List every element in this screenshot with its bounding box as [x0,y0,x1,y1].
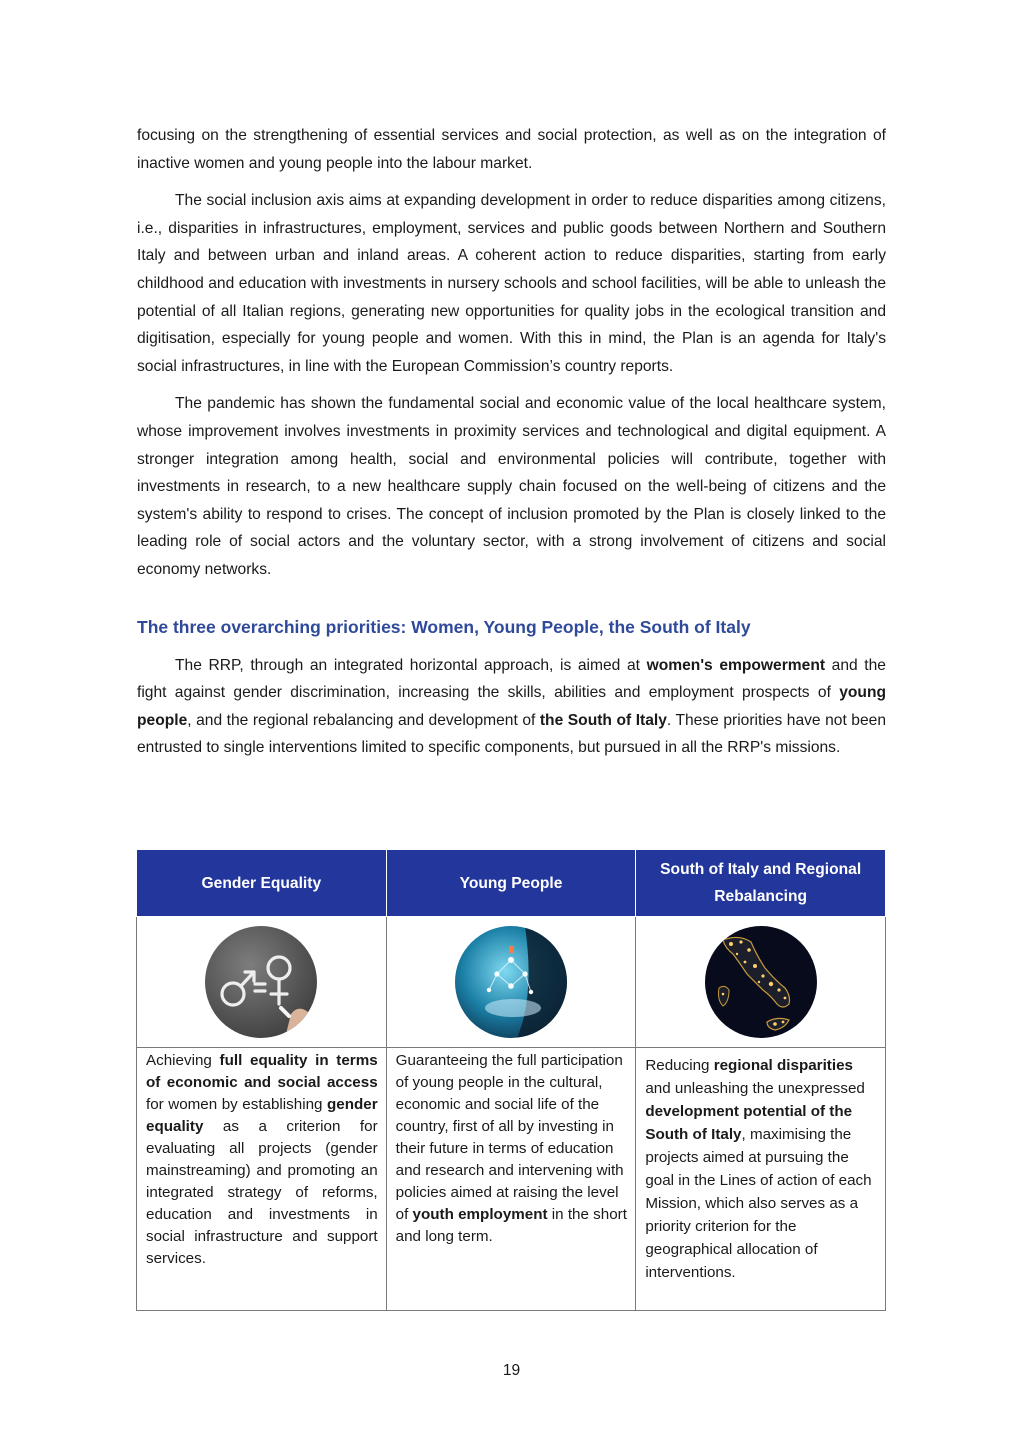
header-south-italy: South of Italy and Regional Rebalancing [636,850,886,917]
gender-symbols-image [205,926,317,1038]
page-number: 19 [502,1362,521,1379]
south-bold-1: regional disparities [713,1057,853,1074]
header-young-people: Young People [386,850,636,917]
south-bold-2: development potential of the South of Italy [645,1103,853,1143]
gender-text-3: as a criterion for evaluating all projects (gender mainstreaming) and promoting an integrated strategy of reforms, education and investments in social infrastructure and support services. [146,1118,378,1267]
table-text-row [137,1048,886,1311]
young-people-network-image [455,926,567,1038]
table-image-row [137,917,886,1048]
young-text-1: Guaranteeing the full participation of young people in the cultural, economic and social life of the country, first of all by investing in their future in terms of education and research and intervening with policies aimed at raising the level of [395,1052,624,1223]
gender-equality-description [137,1048,387,1311]
paragraph-1: focusing on the strengthening of essential services and social protection, as well as on the integration of inactive women and young people into the labour market. [137,127,886,172]
gender-bold-1: full equality in terms of economic and social access [146,1052,378,1091]
intro-text-1: The RRP, through an integrated horizontal approach, is aimed at [175,656,647,674]
intro-text-3: , and the regional rebalancing and development of [187,711,540,729]
paragraph-3: The pandemic has shown the fundamental social and economic value of the local healthcare system, whose improvement involves investments in proximity services and technological and digital equipment. A stronger integration among health, social and environmental policies will contribute, together with investments in research, to a new healthcare supply chain focused on the well-being of citizens and the system's ability to respond to crises. The concept of inclusion promoted by the Plan is closely linked to the leading role of social actors and the voluntary sector, with a strong involvement of citizens and social economy networks. [137,395,886,578]
intro-bold-women: women's empowerment [646,656,826,674]
south-italy-description [636,1048,886,1311]
document-body [137,122,886,772]
gender-text-1: Achieving [146,1052,220,1069]
young-people-description [386,1048,636,1311]
table-header-row [137,850,886,917]
paragraph-2: The social inclusion axis aims at expanding development in order to reduce disparities among citizens, i.e., disparities in infrastructures, employment, services and public goods between Northern and Southern Italy and between urban and inland areas. A coherent action to reduce disparities, starting from early childhood and education with investments in nursery schools and school facilities, will be able to unleash the potential of all Italian regions, generating new opportunities for quality jobs in the ecological transition and digitisation, especially for young people and women. With this in mind, the Plan is an agenda for Italy's social infrastructures, in line with the European Commission’s country reports. [137,192,886,375]
intro-bold-south: the South of Italy [539,711,667,729]
header-gender-equality: Gender Equality [137,850,387,917]
south-text-3: , maximising the projects aimed at pursuing the goal in the Lines of action of each Mission, which also serves as a priority criterion for the geographical allocation of interventions. [645,1126,872,1281]
image-cell-gender [137,917,387,1048]
italy-night-map-image [705,926,817,1038]
intro-bold-young: young people [137,684,886,729]
priorities-intro [137,652,886,762]
section-heading: The three overarching priorities: Women, Young People, the South of Italy [137,616,751,637]
young-bold-1: youth employment [412,1206,548,1223]
intro-text-2: and the fight against gender discrimination, increasing the skills, abilities and employment prospects of [137,656,886,702]
gender-text-2: for women by establishing [146,1096,328,1113]
young-text-2: in the short and long term. [395,1206,627,1245]
image-cell-south [636,917,886,1048]
south-text-1: Reducing [645,1057,714,1074]
image-cell-young [386,917,636,1048]
gender-bold-2: gender equality [146,1096,378,1135]
intro-text-4: . These priorities have not been entrusted to single interventions limited to specific components, but pursued in all the RRP's missions. [137,711,886,757]
south-text-2: and unleashing the unexpressed [645,1080,865,1097]
priorities-table [136,849,886,1311]
